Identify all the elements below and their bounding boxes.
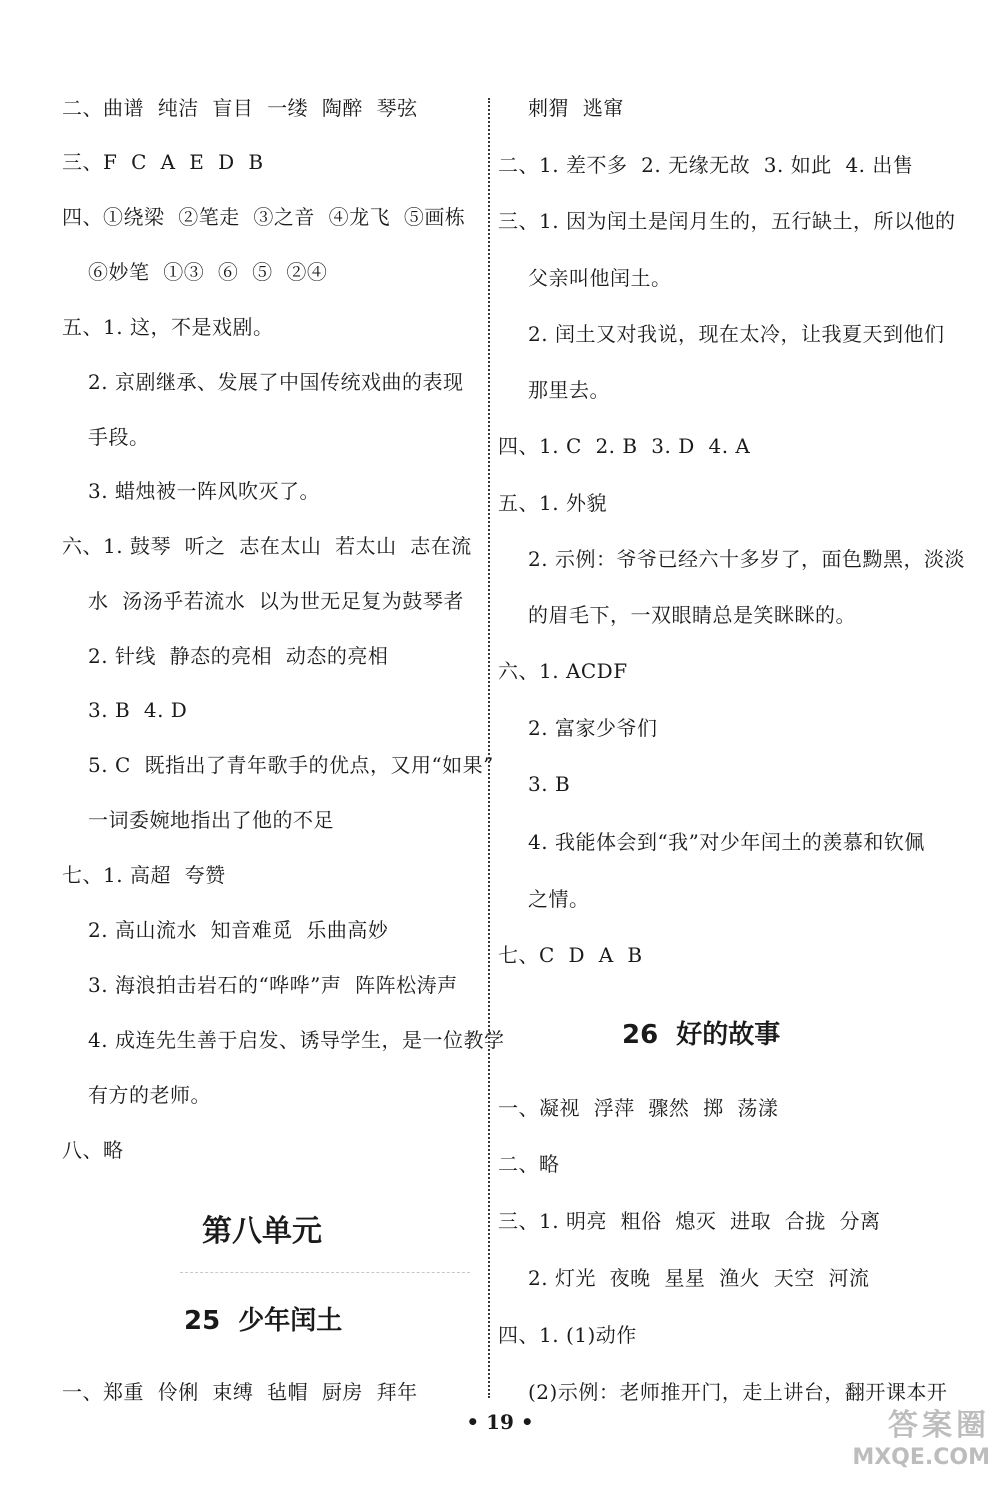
lesson-title: 26 好的故事 [622,1020,781,1050]
right-line: 四、1. C 2. B 3. D 4. A [498,434,751,458]
right-line: 三、1. 因为闰土是闰月生的，五行缺土，所以他的 [498,209,956,233]
left-line: 3. 蜡烛被一阵风吹灭了。 [88,479,320,503]
right-line: 2. 闰土又对我说，现在太冷，让我夏天到他们 [528,322,945,346]
right-line: 六、1. ACDF [498,659,628,683]
left-line: 手段。 [88,425,150,449]
right-line: 一、凝视 浮萍 骤然 掷 荡漾 [498,1096,779,1120]
right-line: 五、1. 外貌 [498,491,607,515]
right-line: 4. 我能体会到“我”对少年闰土的羡慕和钦佩 [528,830,925,854]
right-line: 2. 富家少爷们 [528,716,658,740]
column-divider [488,98,490,1398]
left-line: 六、1. 鼓琴 听之 志在太山 若太山 志在流 [62,534,472,558]
left-line: 4. 成连先生善于启发、诱导学生，是一位教学 [88,1028,505,1052]
right-line: 那里去。 [528,378,610,402]
right-line: 之情。 [528,887,590,911]
left-line: 有方的老师。 [88,1083,211,1107]
right-line: 二、略 [498,1152,560,1176]
unit-title: 第八单元 [202,1214,322,1249]
left-line: 七、1. 高超 夸赞 [62,863,226,887]
left-line: 二、曲谱 纯洁 盲目 一缕 陶醉 琴弦 [62,96,418,120]
left-line: 2. 高山流水 知音难觅 乐曲高妙 [88,918,389,942]
left-line: 五、1. 这，不是戏剧。 [62,315,274,339]
left-line: 三、F C A E D B [62,150,264,174]
right-line: 父亲叫他闰土。 [528,266,672,290]
left-line: 一词委婉地指出了他的不足 [88,808,334,832]
right-line: 刺猬 逃窜 [528,96,624,120]
left-line: 水 汤汤乎若流水 以为世无足复为鼓琴者 [88,589,464,613]
left-line: ⑥妙笔 ①③ ⑥ ⑤ ②④ [88,260,328,284]
left-line: 3. 海浪拍击岩石的“哗哗”声 阵阵松涛声 [88,973,458,997]
right-line: 2. 灯光 夜晚 星星 渔火 天空 河流 [528,1266,870,1290]
right-line: 2. 示例：爷爷已经六十多岁了，面色黝黑，淡淡 [528,547,965,571]
page-number: • 19 • [466,1410,534,1434]
left-line: 四、①绕梁 ②笔走 ③之音 ④龙飞 ⑤画栋 [62,205,466,229]
right-line: (2)示例：老师推开门，走上讲台，翻开课本开 [528,1380,948,1404]
right-line: 的眉毛下，一双眼睛总是笑眯眯的。 [528,603,856,627]
watermark-logo: 答案圈 [888,1408,990,1443]
right-line: 3. B [528,772,571,796]
right-line: 七、C D A B [498,943,643,967]
left-line: 八、略 [62,1138,124,1162]
watermark [780,1408,990,1480]
right-line: 二、1. 差不多 2. 无缘无故 3. 如此 4. 出售 [498,153,914,177]
right-line: 四、1. (1)动作 [498,1323,637,1347]
right-line: 三、1. 明亮 粗俗 熄灭 进取 合拢 分离 [498,1209,881,1233]
left-line: 一、郑重 伶俐 束缚 毡帽 厨房 拜年 [62,1380,418,1404]
left-line: 2. 针线 静态的亮相 动态的亮相 [88,644,389,668]
left-line: 5. C 既指出了青年歌手的优点，又用“如果” [88,753,494,777]
divider-line [180,1272,470,1273]
left-line: 3. B 4. D [88,698,188,722]
lesson-title: 25 少年闰土 [184,1306,343,1336]
left-line: 2. 京剧继承、发展了中国传统戏曲的表现 [88,370,464,394]
watermark-url: MXQE.COM [852,1445,990,1470]
